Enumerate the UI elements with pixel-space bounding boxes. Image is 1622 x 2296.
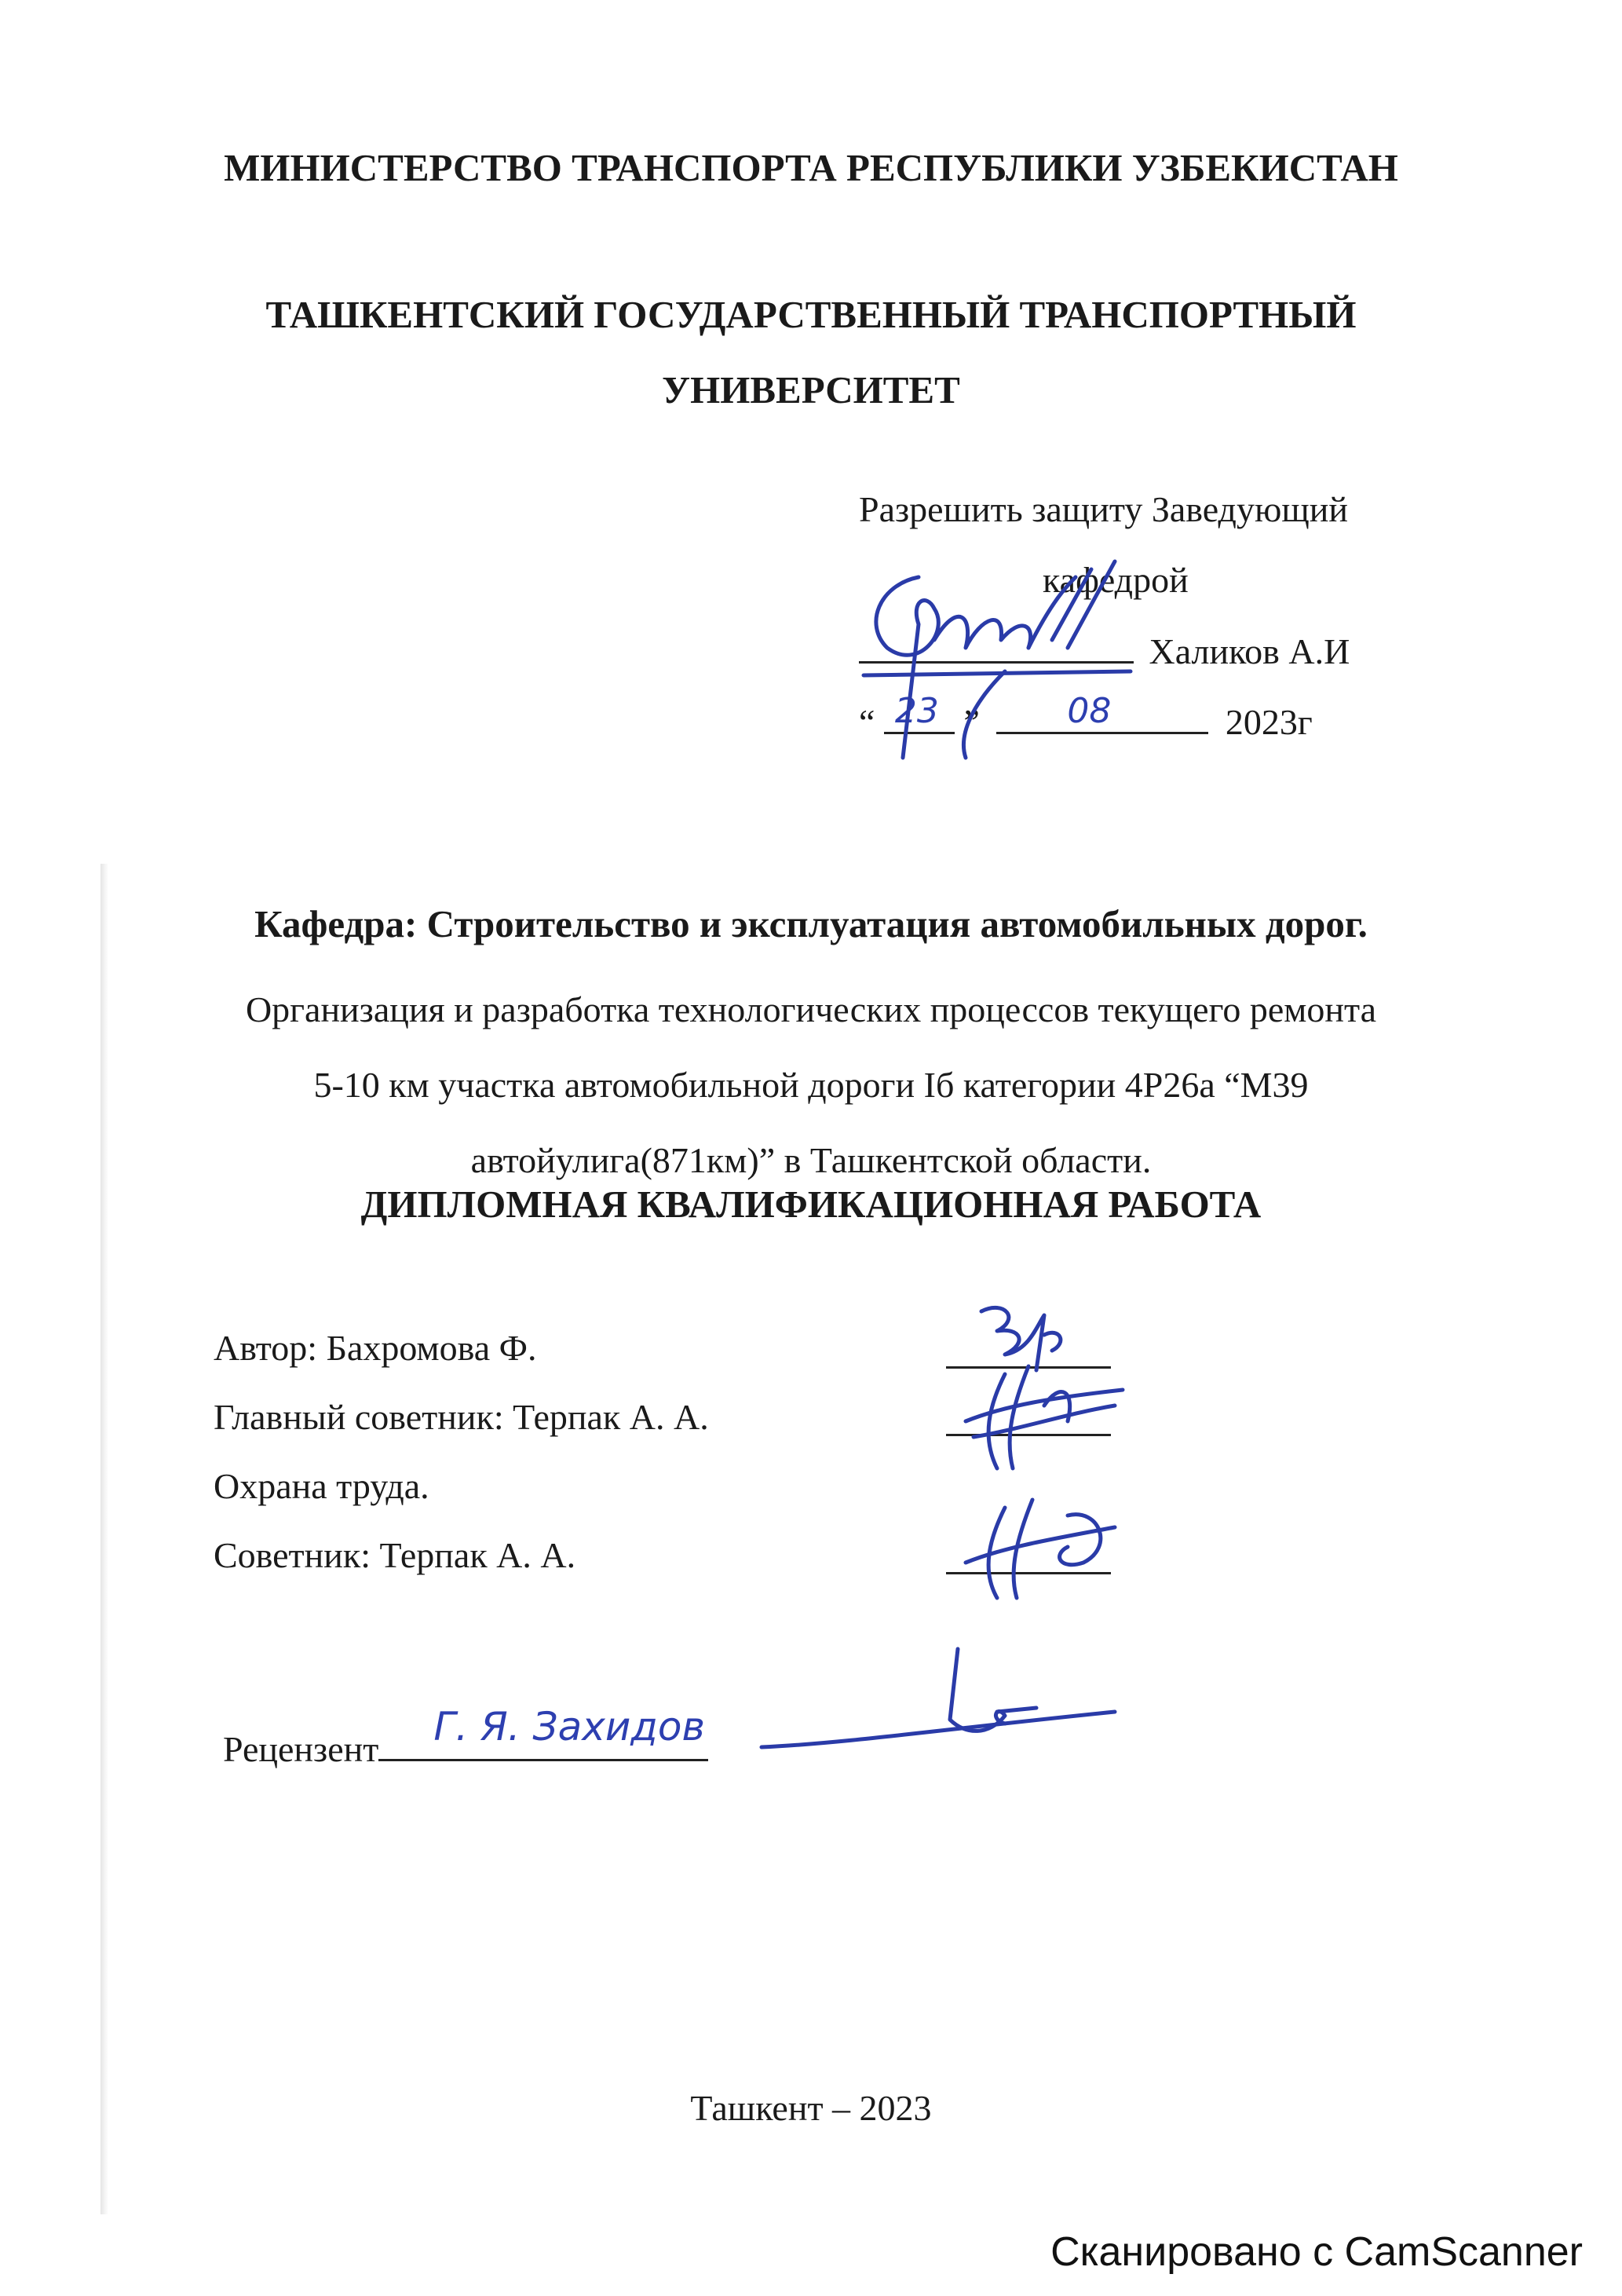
reviewer-handwritten-name: Г. Я. Захидов — [433, 1704, 705, 1749]
author-line: Автор: Бахромова Ф. — [214, 1328, 537, 1368]
reviewer-second-signature-icon — [754, 1633, 1123, 1759]
topic-line-3: автойулига(871км)” в Ташкентской области. — [470, 1140, 1152, 1180]
date-open-quote: “ — [859, 702, 875, 742]
main-advisor-signature-icon — [958, 1358, 1131, 1476]
date-year: 2023г — [1225, 702, 1313, 742]
reviewer-line — [223, 1704, 708, 1770]
advisor-line: Советник: Терпак А. А. — [214, 1535, 576, 1575]
approval-line-2: кафедрой — [1043, 560, 1189, 600]
advisor-signature-icon — [958, 1484, 1131, 1602]
university-line-1: ТАШКЕНТСКИЙ ГОСУДАРСТВЕННЫЙ ТРАНСПОРТНЫЙ — [265, 293, 1357, 336]
reviewer-label: Рецензент — [223, 1729, 379, 1769]
head-signature-icon — [832, 554, 1170, 766]
camscanner-watermark: Сканировано с CamScanner — [1050, 2229, 1583, 2275]
topic-line-1: Организация и разработка технологических процессов текущего ремонта — [245, 989, 1377, 1029]
ministry-heading: МИНИСТЕРСТВО ТРАНСПОРТА РЕСПУБЛИКИ УЗБЕКИСТАН — [224, 146, 1398, 189]
department-heading: Кафедра: Строительство и эксплуатация автомобильных дорог. — [254, 902, 1368, 945]
labor-protection-line: Охрана труда. — [214, 1466, 429, 1506]
thesis-topic — [0, 972, 1622, 1198]
city-year: Ташкент – 2023 — [690, 2088, 932, 2128]
work-type-heading: ДИПЛОМНАЯ КВАЛИФИКАЦИОННАЯ РАБОТА — [360, 1183, 1262, 1226]
date-month: 08 — [1067, 691, 1112, 731]
date-day: 23 — [894, 691, 939, 731]
topic-line-2: 5-10 км участка автомобильной дороги Iб категории 4Р26а “М39 — [313, 1065, 1309, 1105]
head-name: Халиков А.И — [1149, 631, 1350, 671]
main-advisor-line: Главный советник: Терпак А. А. — [214, 1397, 709, 1437]
reviewer-blank — [378, 1704, 708, 1761]
university-heading — [0, 277, 1622, 428]
approval-line-1: Разрешить защиту Заведующий — [859, 489, 1348, 529]
date-close-quote: ” — [963, 702, 980, 742]
university-line-2: УНИВЕРСИТЕТ — [662, 368, 960, 411]
